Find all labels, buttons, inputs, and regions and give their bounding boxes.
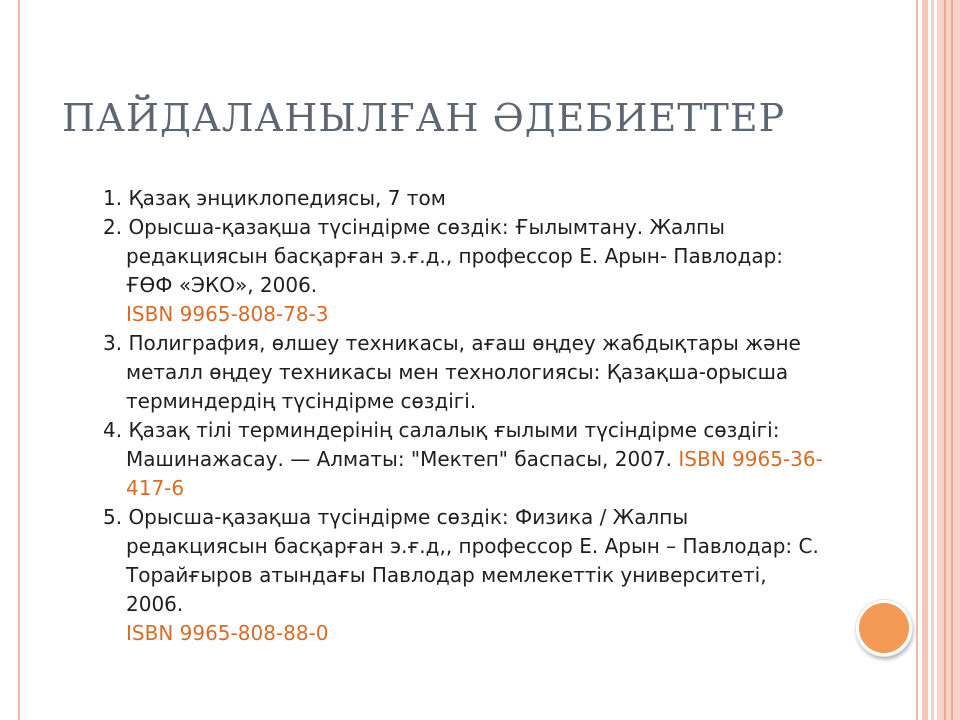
slide-title: ПАЙДАЛАНЫЛҒАН ӘДЕБИЕТТЕР — [62, 96, 786, 140]
reference-item — [103, 503, 823, 648]
reference-item — [103, 329, 823, 416]
isbn-link[interactable]: ISBN 9965-36-417-6 — [126, 447, 823, 500]
reference-text: 5. Орысша-қазақша түсіндірме сөздік: Физика / Жалпы редакциясын басқарған э.ғ.д,, профессор Е. Арын – Павлодар: С. Торайғыров атындағы Павлодар мемлекеттік университеті, 2006. — [103, 505, 819, 616]
reference-item — [103, 213, 823, 329]
reference-text: 2. Орысша-қазақша түсіндірме сөздік: Ғылымтану. Жалпы редакциясын басқарған э.ғ.д., профессор Е. Арын- Павлодар: ҒӨФ «ЭКО», 2006. — [103, 215, 784, 297]
reference-list — [103, 184, 823, 648]
reference-text: 4. Қазақ тілі терминдерінің салалық ғылыми түсіндірме сөздігі: Машинажасау. — Алматы: "Мектеп" баспасы, 2007. — [103, 418, 780, 471]
reference-item — [103, 184, 823, 213]
reference-text: 3. Полиграфия, өлшеу техникасы, ағаш өңдеу жабдықтары және металл өңдеу техникасы мен технологиясы: Қазақша-орысша терминдердің түсіндірме сөздігі. — [103, 331, 801, 413]
decorative-stripe — [922, 0, 928, 720]
reference-text: 1. Қазақ энциклопедиясы, 7 том — [103, 186, 446, 210]
decorative-stripe — [931, 0, 934, 720]
reference-item — [103, 416, 823, 503]
isbn-link[interactable]: ISBN 9965-808-78-3 — [126, 302, 329, 326]
decorative-circle-icon — [856, 600, 912, 656]
decorative-stripe — [944, 0, 946, 720]
isbn-link[interactable]: ISBN 9965-808-88-0 — [126, 621, 329, 645]
decorative-stripe — [951, 0, 953, 720]
decorative-stripe — [937, 0, 960, 720]
